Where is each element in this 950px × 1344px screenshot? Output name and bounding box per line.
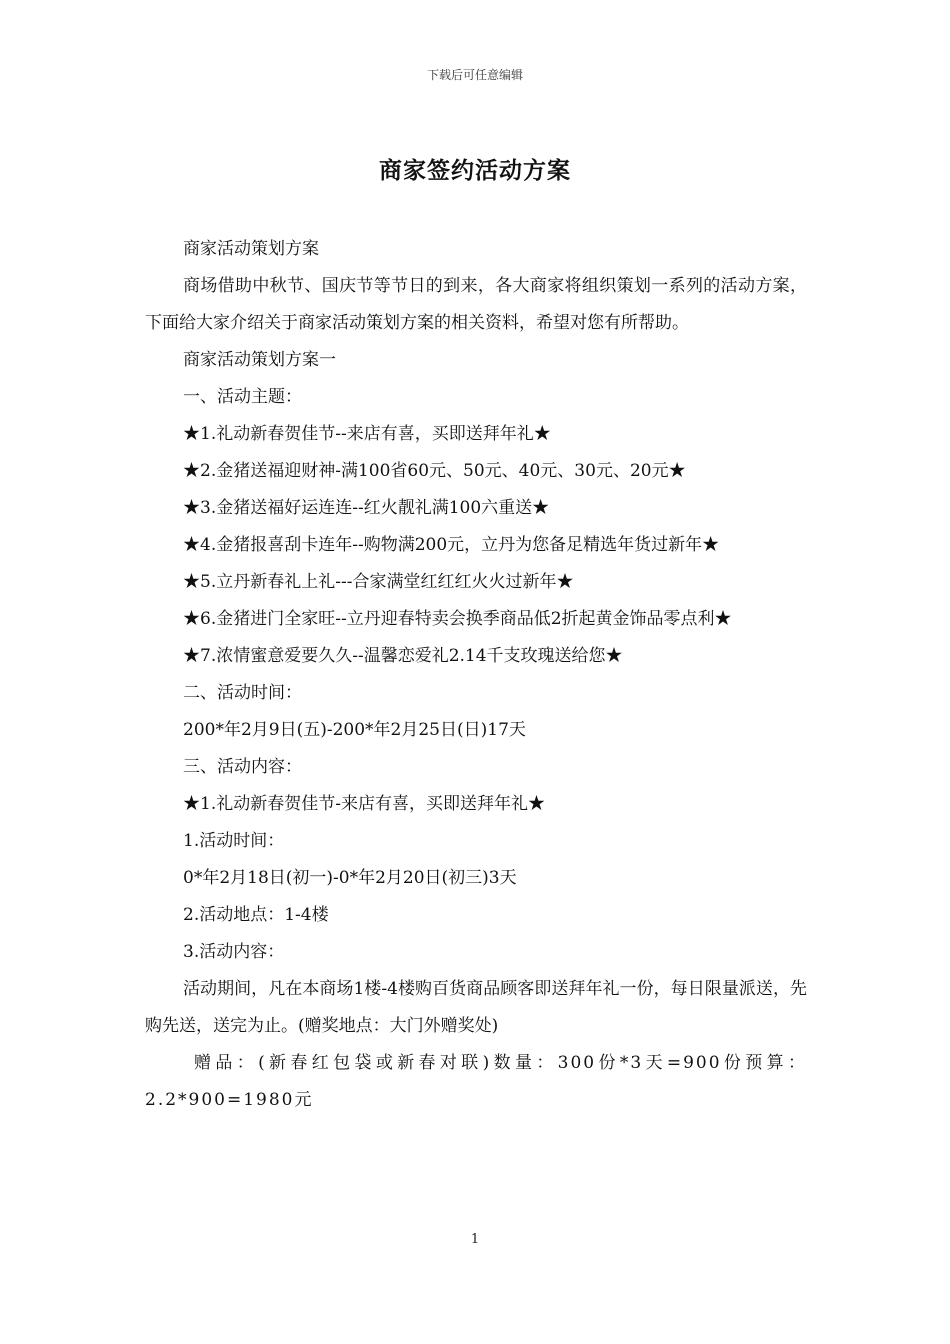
page-number: 1 (470, 1232, 480, 1247)
content-paragraph: 活动期间，凡在本商场1楼-4楼购百货商品顾客即送拜年礼一份，每日限量派送，先购先送，送完为止。(赠奖地点：大门外赠奖处) (145, 979, 807, 1036)
header-note: 下载后可任意编辑 (426, 68, 523, 82)
sub-heading: 2.活动地点：1-4楼 (183, 905, 329, 925)
intro-paragraph: 商场借助中秋节、国庆节等节日的到来，各大商家将组织策划一系列的活动方案，下面给大家介绍关于商家活动策划方案的相关资料，希望对您有所帮助。 (145, 276, 807, 333)
theme-item: ★2.金猪送福迎财神-满100省60元、50元、40元、30元、20元★ (183, 461, 686, 481)
section-heading: 二、活动时间： (183, 683, 302, 703)
sub-heading: 3.活动内容： (183, 942, 285, 962)
theme-item: ★3.金猪送福好运连连--红火靓礼满100六重送★ (183, 498, 550, 518)
theme-item: ★6.金猪进门全家旺--立丹迎春特卖会换季商品低2折起黄金饰品零点利★ (183, 609, 732, 629)
section-heading: 一、活动主题： (183, 387, 302, 407)
theme-item: ★7.浓情蜜意爱要久久--温馨恋爱礼2.14千支玫瑰送给您★ (183, 646, 623, 666)
document-title: 商家签约活动方案 (379, 158, 571, 184)
section-heading: 商家活动策划方案一 (183, 350, 336, 370)
section-heading: 商家活动策划方案 (183, 239, 319, 259)
theme-item: ★1.礼动新春贺佳节--来店有喜，买即送拜年礼★ (183, 424, 551, 444)
date-range: 0*年2月18日(初一)-0*年2月20日(初三)3天 (183, 868, 517, 888)
sub-heading: 1.活动时间： (183, 831, 285, 851)
gift-paragraph: 赠品：(新春红包袋或新春对联)数量：300份*3天=900份预算：2.2*900=1980元 (145, 1053, 807, 1110)
theme-item: ★5.立丹新春礼上礼---合家满堂红红红火火过新年★ (183, 572, 574, 592)
theme-item: ★4.金猪报喜刮卡连年--购物满200元，立丹为您备足精选年货过新年★ (183, 535, 720, 555)
document-body (145, 231, 807, 1119)
section-heading: 三、活动内容： (183, 757, 302, 777)
content-item: ★1.礼动新春贺佳节-来店有喜，买即送拜年礼★ (183, 794, 545, 814)
date-range: 200*年2月9日(五)-200*年2月25日(日)17天 (183, 720, 526, 740)
